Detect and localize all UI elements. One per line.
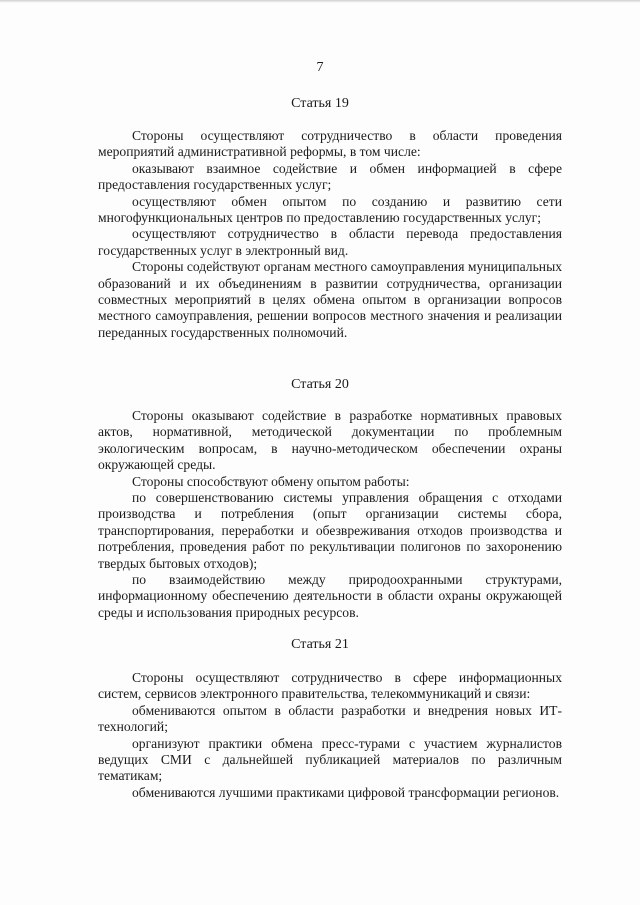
paragraph: Стороны осуществляют сотрудничество в области проведения мероприятий административной реформы, в том числе:: [98, 128, 562, 160]
paragraph: по взаимодействию между природоохранными структурами, информационному обеспечению деятельности в области охраны окружающей среды и использования природных ресурсов.: [98, 572, 562, 620]
paragraph: оказывают взаимное содействие и обмен информацией в сфере предоставления государственных услуг;: [98, 160, 562, 193]
paragraph: Стороны содействуют органам местного самоуправления муниципальных образований и их объединениям в развитии сотрудничества, организации совместных мероприятий в целях обмена опытом в организации вопросов местного самоуправления, решении вопросов местного значения и реализации переданных государственных полномочий.: [98, 259, 562, 340]
article-20-body: [98, 408, 562, 621]
article-21-heading: Статья 21: [291, 637, 349, 652]
article-21-body: [98, 670, 562, 801]
paragraph: Стороны осуществляют сотрудничество в сфере информационных систем, сервисов электронного правительства, телекоммуникаций и связи:: [98, 670, 562, 702]
paragraph: Стороны способствуют обмену опытом работы:: [132, 473, 410, 489]
paragraph: обмениваются лучшими практиками цифровой трансформации регионов.: [132, 784, 560, 800]
article-19-body: [98, 128, 562, 341]
paragraph: организуют практики обмена пресс-турами с участием журналистов ведущих СМИ с дальнейшей публикацией материалов по различным тематикам;: [98, 735, 562, 784]
paragraph: по совершенствованию системы управления обращения с отходами производства и потребления (опыт организации системы сбора, транспортирования, переработки и обезвреживания отходов производства и потребления, проведения работ по рекультивации полигонов по захоронению твердых бытовых отходов);: [98, 490, 562, 571]
article-19-heading: Статья 19: [291, 96, 349, 111]
page-number: 7: [316, 60, 324, 75]
paragraph: обмениваются опытом в области разработки и внедрения новых ИТ-технологий;: [98, 702, 562, 735]
paragraph: осуществляют сотрудничество в области перевода предоставления государственных услуг в электронный вид.: [98, 226, 562, 258]
paragraph: осуществляют обмен опытом по созданию и развитию сети многофункциональных центров по предоставлению государственных услуг;: [98, 193, 562, 226]
paragraph: Стороны оказывают содействие в разработке нормативных правовых актов, нормативной, методической документации по проблемным экологическим вопросам, в научно-методическом обеспечении охраны окружающей среды.: [98, 408, 562, 473]
article-20-heading: Статья 20: [291, 377, 349, 392]
scan-edge: [0, 0, 640, 3]
